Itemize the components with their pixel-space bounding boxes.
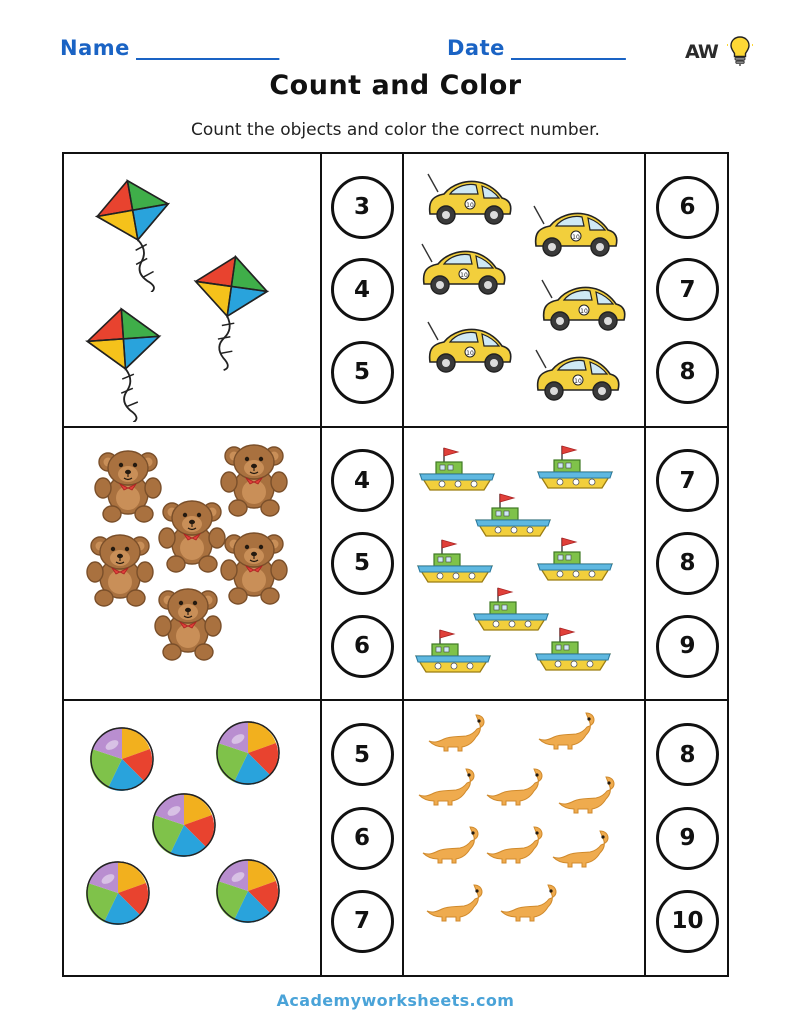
teddy-bear-icon: [150, 582, 226, 670]
svg-text:10: 10: [466, 350, 474, 357]
teddy-bear-icon: [82, 528, 158, 616]
boat-group: [404, 428, 644, 700]
number-option[interactable]: 6: [331, 807, 394, 870]
dinosaur-icon: [496, 879, 562, 929]
choices-cell-1: [322, 154, 404, 428]
dinosaur-icon: [422, 879, 488, 929]
number-option[interactable]: 8: [656, 723, 719, 786]
date-label: Date: [447, 36, 505, 60]
number-option[interactable]: 7: [331, 890, 394, 953]
dinosaur-icon: [482, 763, 548, 813]
dinosaur-icon: [548, 825, 614, 875]
teddy-bear-icon: [216, 526, 292, 614]
teddy-bear-group: [64, 428, 320, 700]
choices-cell-4: [646, 428, 729, 702]
kite-icon: [182, 252, 302, 376]
objects-cell-cars: [404, 154, 646, 428]
beach-ball-icon: [212, 855, 284, 931]
number-option[interactable]: 5: [331, 532, 394, 595]
car-group: [404, 154, 644, 426]
car-icon: [524, 202, 624, 268]
page-title: Count and Color: [269, 70, 522, 101]
lightbulb-icon: [727, 34, 753, 68]
number-option[interactable]: 10: [656, 890, 719, 953]
objects-cell-bears: [64, 428, 322, 702]
date-blank-line: ____________: [510, 36, 625, 60]
page-subtitle: Count the objects and color the correct number.: [191, 120, 600, 140]
objects-cell-balls: [64, 701, 322, 975]
kite-icon: [76, 302, 196, 426]
number-option[interactable]: 6: [331, 615, 394, 678]
svg-text:10: 10: [572, 234, 580, 241]
choices-cell-6: [646, 701, 729, 975]
number-option[interactable]: 9: [656, 615, 719, 678]
svg-text:10: 10: [460, 272, 468, 279]
worksheet-header: [0, 28, 791, 72]
dinosaur-icon: [424, 709, 490, 759]
name-field[interactable]: [60, 36, 378, 60]
name-blank-line: _______________: [135, 36, 279, 60]
worksheet-grid: [62, 152, 729, 977]
boat-icon: [410, 622, 496, 684]
number-option[interactable]: 8: [656, 532, 719, 595]
number-option[interactable]: 9: [656, 807, 719, 870]
dinosaur-icon: [554, 771, 620, 821]
name-label: Name: [60, 36, 130, 60]
dinosaur-icon: [418, 821, 484, 871]
svg-text:10: 10: [574, 378, 582, 385]
number-option[interactable]: 4: [331, 449, 394, 512]
beach-ball-icon: [148, 789, 220, 865]
car-icon: [418, 318, 518, 384]
car-icon: [412, 240, 512, 306]
dinosaur-icon: [534, 707, 600, 757]
dinosaur-group: [404, 701, 644, 975]
boat-icon: [530, 620, 616, 682]
number-option[interactable]: 7: [656, 449, 719, 512]
svg-text:10: 10: [580, 308, 588, 315]
kite-group: [64, 154, 320, 426]
brand-logo: [685, 32, 755, 72]
logo-text: AW: [685, 41, 718, 63]
dinosaur-icon: [414, 763, 480, 813]
choices-cell-2: [646, 154, 729, 428]
objects-cell-boats: [404, 428, 646, 702]
footer-watermark: Academyworksheets.com: [276, 991, 515, 1010]
number-option[interactable]: 4: [331, 258, 394, 321]
number-option[interactable]: 8: [656, 341, 719, 404]
number-option[interactable]: 6: [656, 176, 719, 239]
beach-ball-group: [64, 701, 320, 975]
beach-ball-icon: [86, 723, 158, 799]
car-icon: [418, 170, 518, 236]
dinosaur-icon: [482, 821, 548, 871]
objects-cell-kites: [64, 154, 322, 428]
number-option[interactable]: 3: [331, 176, 394, 239]
car-icon: [532, 276, 632, 342]
choices-cell-5: [322, 701, 404, 975]
number-option[interactable]: 5: [331, 341, 394, 404]
beach-ball-icon: [82, 857, 154, 933]
beach-ball-icon: [212, 717, 284, 793]
number-option[interactable]: 7: [656, 258, 719, 321]
choices-cell-3: [322, 428, 404, 702]
svg-text:10: 10: [466, 202, 474, 209]
objects-cell-dinosaurs: [404, 701, 646, 975]
number-option[interactable]: 5: [331, 723, 394, 786]
car-icon: [526, 346, 626, 412]
